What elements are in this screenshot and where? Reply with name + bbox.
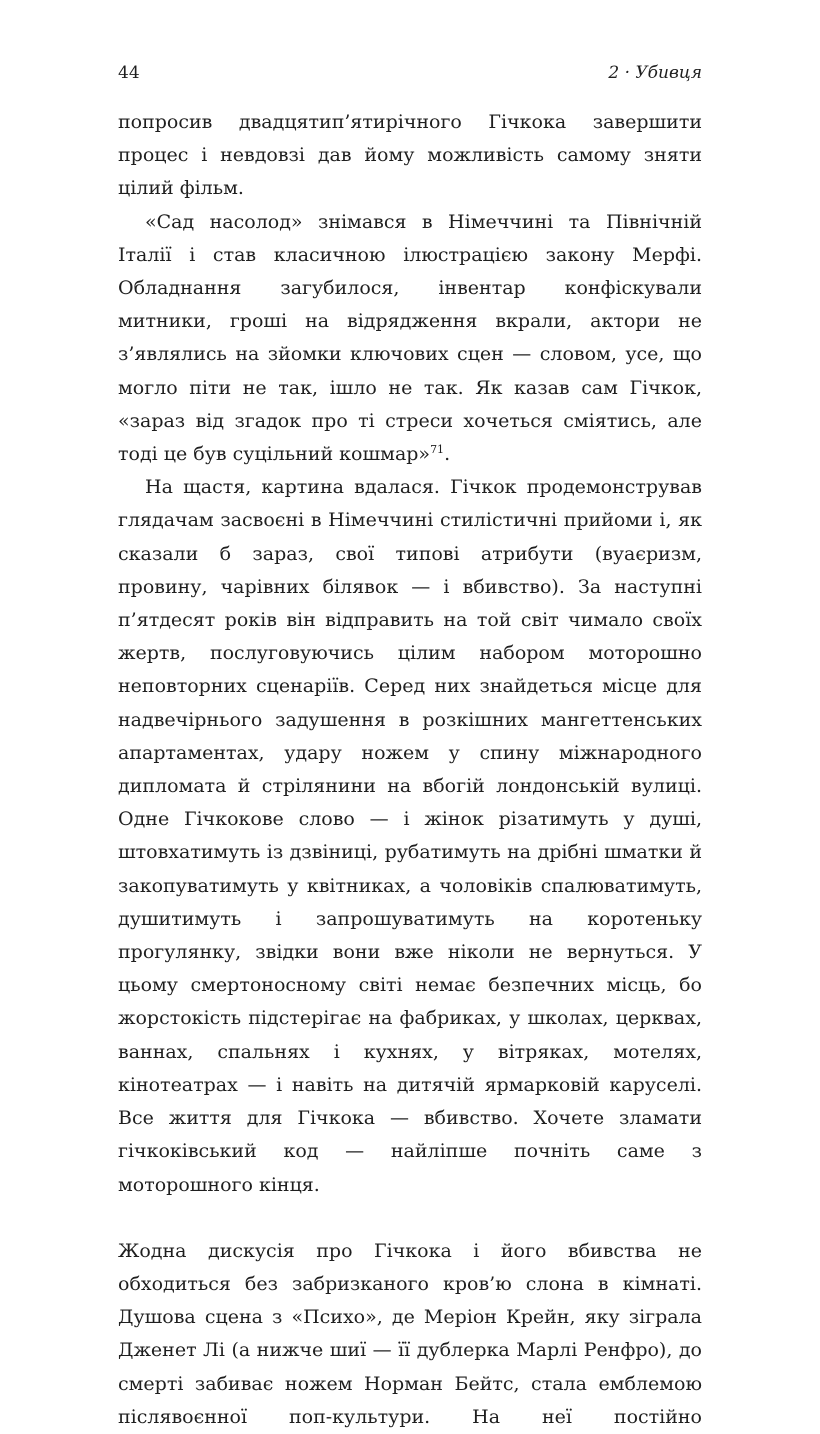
page-number: 44 [118, 63, 140, 83]
paragraph: На щастя, картина вдалася. Гічкок продемонстрував глядачам засвоєні в Німеччині стилістичні прийоми і, як сказали б зараз, свої типові атрибути (вуаєризм, провину, чарівних білявок — і вбивство). За наступні п’ятдесят років він відправить на той світ чимало своїх жертв, послуговуючись цілим набором моторошно неповторних сценаріїв. Серед них знайдеться місце для надвечірнього задушення в розкішних мангеттенських апартаментах, удару ножем у спину міжнародного дипломата й стрілянини на вбогій лондонській вулиці. Одне Гічкокове слово — і жінок різатимуть у душі, штовхатимуть із дзвіниці, рубатимуть на дрібні шматки й закопуватимуть у квітниках, а чоловіків спалюватимуть, душитимуть і запрошуватимуть на коротеньку прогулянку, звідки вони вже ніколи не вернуться. У цьому смертоносному світі немає безпечних місць, бо жорстокість підстерігає на фабриках, у школах, церквах, ваннах, спальнях і кухнях, у вітряках, мотелях, кінотеатрах — і навіть на дитячій ярмарковій каруселі. Все життя для Гічкока — вбивство. Хочете зламати гічкоківський код — найліпше почніть саме з моторошного кінця. [118, 476, 702, 1196]
section-break [118, 1202, 702, 1235]
paragraph: попросив двадцятип’ятирічного Гічкока завершити процес і невдовзі дав йому можливість самому зняти цілий фільм. [118, 111, 702, 200]
paragraph [118, 206, 702, 472]
body-text [118, 106, 702, 1434]
running-head: 2 · Убивця [608, 63, 702, 83]
footnote-marker: 71 [430, 443, 445, 457]
page-header [118, 58, 702, 88]
paragraph-text-end: . [444, 443, 451, 466]
paragraph: Жодна дискусія про Гічкока і його вбивства не обходиться без забризканого кров’ю слона в кімнаті. Душова сцена з «Психо», де Меріон Крейн, яку зіграла Дженет Лі (а нижче шиї — її дублерка Марлі Ренфро), до смерті забиває ножем Норман Бейтс, стала емблемою післявоєнної поп-культури. На неї постійно [118, 1239, 702, 1428]
paragraph-text: «Сад насолод» знімався в Німеччині та Північній Італії і став класичною ілюстрацією закону Мерфі. Обладнання загубилося, інвентар конфіскували митники, гроші на відрядження вкрали, актори не з’являлись на зйомки ключових сцен — словом, усе, що могло піти не так, ішло не так. Як казав сам Гічкок, «зараз від згадок про ті стреси хочеться сміятись, але тоді це був суцільний кошмар» [118, 210, 702, 466]
